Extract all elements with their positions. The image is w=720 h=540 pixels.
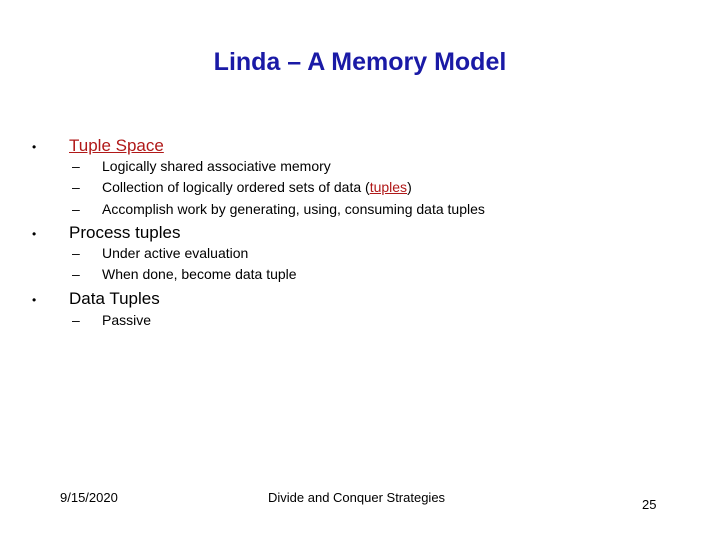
sub-item: Accomplish work by generating, using, consuming data tuples	[102, 201, 485, 217]
dash-marker: –	[72, 245, 80, 261]
sub-item-text: Collection of logically ordered sets of data (	[102, 179, 370, 195]
sub-item: Passive	[102, 312, 152, 328]
sub-item: Logically shared associative memory	[102, 158, 331, 174]
sub-item	[102, 179, 412, 195]
dash-marker: –	[72, 266, 80, 282]
sub-item-text-end: )	[407, 179, 412, 195]
bullet-marker: •	[32, 140, 37, 154]
bullet-data-tuples: Data Tuples	[69, 289, 160, 308]
sub-item: When done, become data tuple	[102, 266, 297, 282]
bullet-tuple-space: Tuple Space	[69, 136, 164, 155]
sub-item: Under active evaluation	[102, 245, 249, 261]
dash-marker: –	[72, 312, 80, 328]
dash-marker: –	[72, 158, 80, 174]
page-number: 25	[642, 497, 657, 512]
tuples-emphasis: tuples	[369, 179, 408, 195]
dash-marker: –	[72, 201, 80, 217]
bullet-process-tuples: Process tuples	[69, 223, 181, 242]
footer-date: 9/15/2020	[60, 490, 118, 505]
bullet-marker: •	[32, 293, 37, 307]
bullet-marker: •	[32, 227, 37, 241]
slide-title: Linda – A Memory Model	[213, 48, 507, 76]
footer-title: Divide and Conquer Strategies	[268, 490, 446, 505]
dash-marker: –	[72, 179, 80, 195]
